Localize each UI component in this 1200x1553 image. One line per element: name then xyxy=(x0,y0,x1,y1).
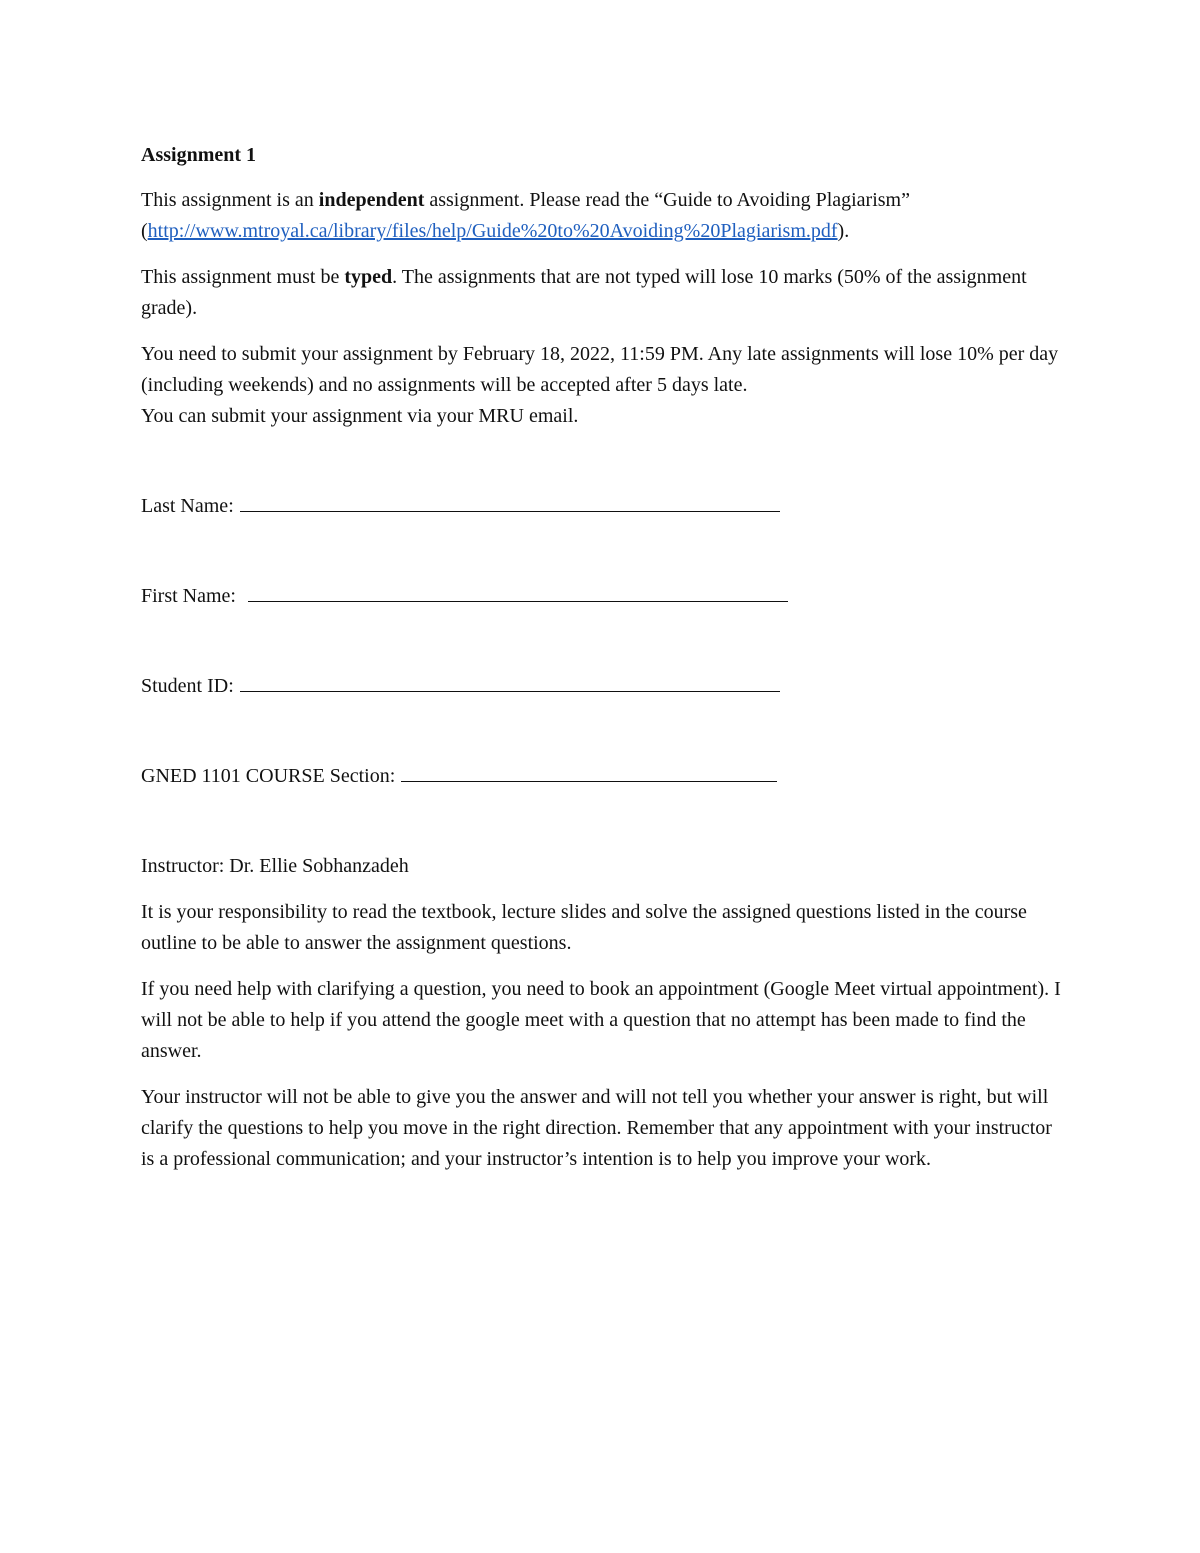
document-page xyxy=(141,140,1061,1175)
help-paragraph: If you need help with clarifying a question, you need to book an appointment (Google Meet virtual appointment). I will not be able to help if you attend the google meet with a question that no attempt has been made to find the answer. xyxy=(141,978,1061,1062)
last-name-field xyxy=(141,491,1061,522)
intro-bold-word: independent xyxy=(318,189,425,211)
student-id-label: Student ID: xyxy=(141,675,234,697)
intro-text: This assignment is an xyxy=(141,189,319,211)
first-name-blank[interactable] xyxy=(248,581,788,602)
typed-paragraph xyxy=(141,262,1061,324)
intro-text-3: ). xyxy=(837,220,850,242)
assignment-title: Assignment 1 xyxy=(141,144,257,166)
first-name-field xyxy=(141,581,1061,612)
last-name-label: Last Name: xyxy=(141,495,234,517)
typed-text: This assignment must be xyxy=(141,266,345,288)
deadline-text: You need to submit your assignment by February 18, 2022, 11:59 PM. Any late assignments will lose 10% per day (including weekends) and no assignments will be accepted after 5 days late. xyxy=(141,343,1059,396)
student-id-field xyxy=(141,671,1061,702)
course-section-label: GNED 1101 COURSE Section: xyxy=(141,765,396,787)
typed-text-2: . The assignments that are not typed will lose 10 marks (50% of the assignment grade). xyxy=(141,266,1027,319)
plagiarism-guide-link[interactable]: http://www.mtroyal.ca/library/files/help/Guide%20to%20Avoiding%20Plagiarism.pdf xyxy=(147,220,838,242)
last-name-blank[interactable] xyxy=(240,491,780,512)
instructor-line: Instructor: Dr. Ellie Sobhanzadeh xyxy=(141,855,409,877)
deadline-paragraph xyxy=(141,339,1061,432)
course-section-blank[interactable] xyxy=(401,761,777,782)
submission-method-text: You can submit your assignment via your MRU email. xyxy=(141,405,579,427)
instructor-note-paragraph: Your instructor will not be able to give you the answer and will not tell you whether your answer is right, but will clarify the questions to help you move in the right direction. Remember that any appointment with your instructor is a professional communication; and your instructor’s intention is to help you improve your work. xyxy=(141,1086,1052,1170)
course-section-field xyxy=(141,761,1061,792)
student-id-blank[interactable] xyxy=(240,671,780,692)
intro-paragraph xyxy=(141,185,1061,247)
intro-text-2: assignment. Please read the “Guide to Avoiding Plagiarism” ( xyxy=(141,189,910,242)
first-name-label: First Name: xyxy=(141,585,236,607)
typed-bold-word: typed xyxy=(344,266,393,288)
responsibility-paragraph: It is your responsibility to read the textbook, lecture slides and solve the assigned questions listed in the course outline to be able to answer the assignment questions. xyxy=(141,901,1027,954)
